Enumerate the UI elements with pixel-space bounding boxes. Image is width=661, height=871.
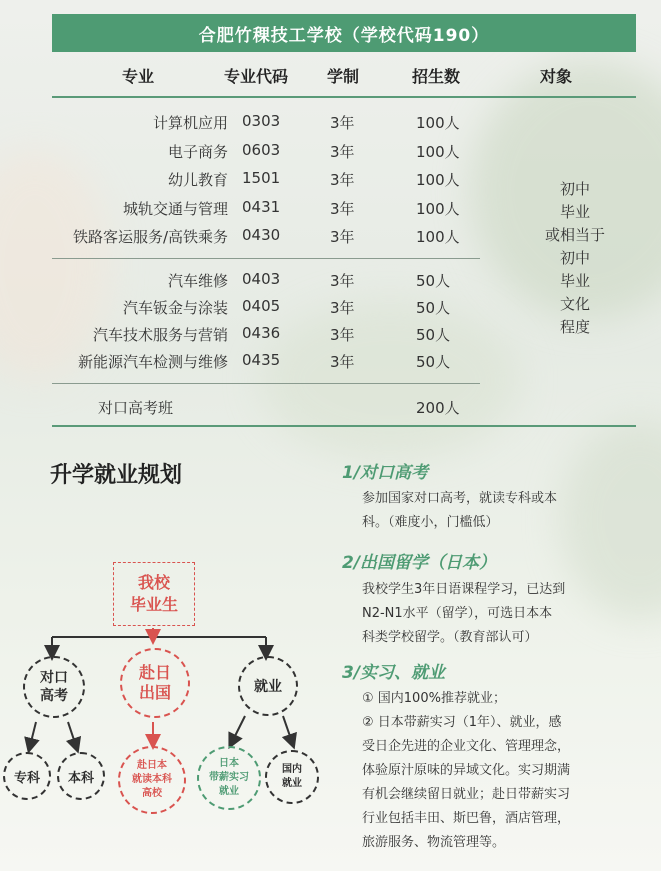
row-code: 0405 (242, 297, 281, 315)
plan-line: 有机会继续留日就业；赴日带薪实习 (362, 787, 571, 802)
row-count: 100人 (416, 114, 460, 132)
plan-line: 科类学校留学。（教育部认可） (362, 630, 538, 645)
target-line: 初中 (559, 180, 590, 198)
row-code: 0436 (242, 324, 281, 342)
school-title: 合肥竹稞技工学校（学校代码190） (198, 25, 490, 46)
header-code: 专业代码 (224, 67, 289, 86)
plan-heading: 3/实习、就业 (342, 663, 446, 683)
plan-line: ① 国内100%推荐就业； (362, 691, 506, 706)
target-line: 或相当于 (544, 226, 605, 244)
leaf-line: 就业 (282, 778, 302, 789)
abroad-node (120, 648, 190, 718)
target-line: 毕业 (559, 272, 590, 290)
leaf-undergrad-label: 本科 (67, 770, 94, 786)
plan-heading: 2/出国留学（日本） (342, 553, 497, 573)
row-duration: 3年 (330, 114, 355, 132)
leaf-line: 赴日本 (137, 760, 167, 771)
row-duration: 3年 (330, 272, 355, 290)
abroad-line: 出国 (138, 683, 171, 702)
plan-line: 科。（难度小，门槛低） (362, 515, 499, 530)
plan-line: N2-N1水平（留学），可选日本本 (362, 606, 553, 621)
row-code: 0435 (242, 351, 281, 369)
row-count: 50人 (416, 299, 451, 317)
plan-line: ② 日本带薪实习（1年）、就业，感 (362, 715, 562, 730)
plan-line: 受日企先进的企业文化、管理理念， (362, 739, 571, 754)
plan-line: 旅游服务、物流管理等。 (362, 835, 506, 850)
target-line: 程度 (559, 318, 590, 336)
leaf-line: 高校 (142, 788, 162, 799)
row-name: 汽车技术服务与营销 (92, 326, 228, 344)
row-name: 铁路客运服务/高铁乘务 (72, 228, 228, 246)
row-duration: 3年 (330, 171, 355, 189)
row-duration: 3年 (330, 199, 355, 218)
row-count: 100人 (416, 142, 460, 161)
plan-line: 参加国家对口高考，就读专科或本 (362, 491, 558, 506)
exam-line: 高考 (40, 688, 68, 704)
job-line: 就业 (254, 679, 282, 695)
target-line: 毕业 (559, 203, 590, 221)
target-line: 初中 (559, 249, 590, 267)
job-node (238, 656, 298, 716)
leaf-line: 就业 (219, 786, 239, 797)
leaf-line: 就读本科 (132, 774, 172, 785)
row-duration: 3年 (330, 326, 355, 344)
row-code: 0431 (242, 197, 281, 216)
row-count: 50人 (416, 353, 451, 371)
row-code: 0403 (242, 270, 281, 288)
plan-line: 我校学生3年日语课程学习，已达到 (362, 582, 566, 597)
exam-line: 对口 (40, 670, 68, 686)
leaf-line: 国内 (282, 764, 302, 775)
leaf-college-label: 专科 (13, 770, 40, 786)
graduate-line: 我校 (137, 573, 170, 592)
graduate-box (113, 562, 195, 626)
leaf-japan-intern (197, 746, 261, 810)
leaf-line: 日本 (219, 758, 239, 769)
exam-node (23, 656, 85, 718)
leaf-line: 带薪实习 (209, 772, 249, 783)
row-duration: 3年 (330, 228, 355, 246)
plan-heading: 1/对口高考 (342, 463, 429, 483)
header-major: 专业 (122, 67, 155, 86)
row-name: 汽车钣金与涂装 (122, 299, 228, 317)
row-name: 幼儿教育 (167, 171, 228, 189)
row-code: 0303 (242, 112, 281, 130)
row-count: 200人 (416, 399, 460, 417)
row-name: 城轨交通与管理 (122, 199, 228, 218)
header-enrollment: 招生数 (412, 67, 461, 86)
target-line: 文化 (559, 295, 590, 313)
row-code: 0430 (242, 226, 281, 244)
leaf-college (3, 752, 51, 800)
leaf-domestic-job (265, 750, 319, 804)
leaf-japan-study (118, 746, 186, 814)
plan-line: 行业包括丰田、斯巴鲁，酒店管理， (362, 811, 571, 826)
row-code: 1501 (242, 169, 281, 187)
row-count: 100人 (416, 199, 460, 218)
row-name: 计算机应用 (152, 114, 228, 132)
row-name: 对口高考班 (98, 399, 174, 417)
plan-line: 体验原汁原味的异域文化。实习期满 (362, 763, 571, 778)
row-count: 100人 (416, 171, 460, 189)
row-name: 新能源汽车检测与维修 (77, 353, 228, 371)
leaf-undergrad (57, 752, 105, 800)
graduate-line: 毕业生 (129, 595, 178, 614)
row-name: 电子商务 (167, 142, 228, 161)
row-count: 50人 (416, 326, 451, 344)
row-count: 100人 (416, 228, 460, 246)
row-duration: 3年 (330, 353, 355, 371)
header-duration: 学制 (327, 67, 360, 86)
row-duration: 3年 (330, 142, 355, 161)
row-duration: 3年 (330, 299, 355, 317)
row-code: 0603 (242, 140, 281, 159)
header-target: 对象 (540, 67, 573, 86)
row-count: 50人 (416, 272, 451, 290)
abroad-line: 赴日 (138, 663, 171, 682)
plan-section-title: 升学就业规划 (50, 463, 183, 488)
row-name: 汽车维修 (167, 272, 228, 290)
